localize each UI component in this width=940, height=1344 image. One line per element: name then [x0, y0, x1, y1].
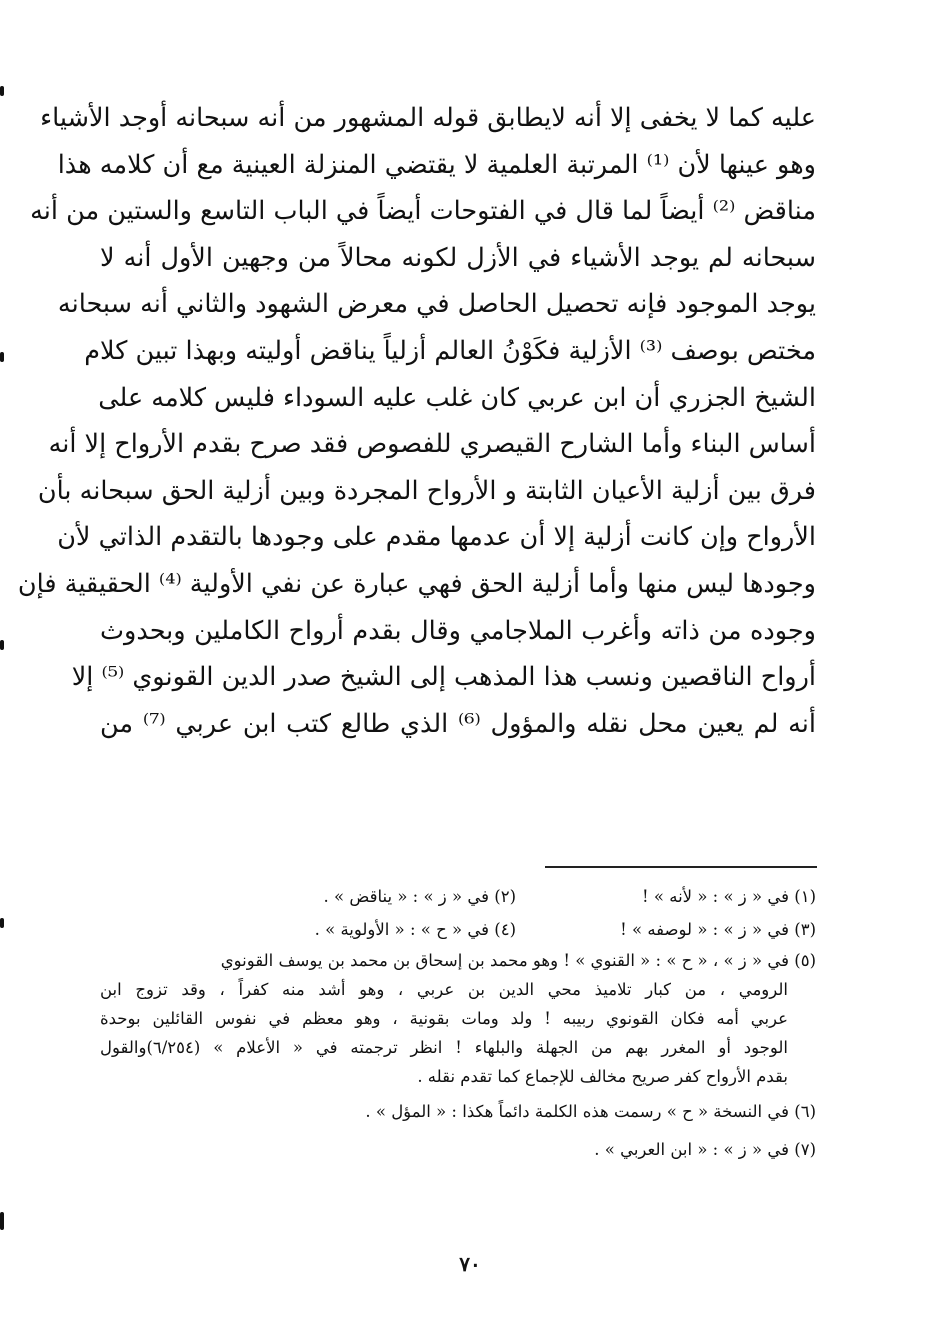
- footnote-5-line: (٥) في « ز » ، « ح » : « القنوي » ! وهو محمد بن إسحاق بن محمد بن يوسف القونوي: [220, 951, 816, 970]
- footnote-5-line: عربي أمه فكان القونوي ربيبه ! ولد ومات بقونية ، وهو معظم في نفوس القائلين بوحدة: [100, 1009, 788, 1028]
- footnote-row: [100, 880, 816, 913]
- text-line: وهو عينها لأن ⁽¹⁾ المرتبة العلمية لا يقتضي المنزلة العينية مع أن كلامه هذا: [57, 149, 816, 180]
- footnote-5: [100, 946, 816, 1091]
- page-number: ٧٠: [459, 1252, 481, 1276]
- footnote-2: (٢) في « ز » : « يناقض » .: [323, 887, 516, 906]
- main-text: [17, 95, 816, 747]
- text-line: عليه كما لا يخفى إلا أنه لايطابق قوله المشهور من أنه سبحانه أوجد الأشياء: [40, 103, 816, 133]
- text-line: الشيخ الجزري أن ابن عربي كان غلب عليه السوداء فليس كلامه على: [98, 382, 816, 413]
- text-line: أرواح الناقصين ونسب هذا المذهب إلى الشيخ صدر الدين القونوي ⁽⁵⁾ إلا: [71, 662, 816, 693]
- text-line: مناقض ⁽²⁾ أيضاً لما قال في الفتوحات أيضاً في الباب التاسع والستين من أنه: [30, 196, 816, 227]
- footnote-5-line: الرومي ، من كبار تلاميذ محي الدين بن عربي ، وهو أشد منه كفراً ، وقد تزوج ابن: [100, 980, 788, 999]
- scan-margin-mark: [0, 1212, 4, 1230]
- text-line: سبحانه لم يوجد الأشياء في الأزل لكونه محالاً من وجهين الأول أنه لا: [100, 242, 816, 273]
- footnote-1: (١) في « ز » : « لأنه » !: [642, 887, 816, 906]
- text-line: أساس البناء وأما الشارح القيصري للفصوص فقد صرح بقدم الأرواح إلا أنه: [48, 429, 816, 460]
- footnote-5-line: بقدم الأرواح كفر صريح مخالف للإجماع كما تقدم نقله .: [417, 1067, 788, 1086]
- text-line: وجودها ليس منها وأما أزلية الحق فهي عبارة عن نفي الأولية ⁽⁴⁾ الحقيقية فإن: [17, 568, 816, 599]
- text-line: فرق بين أزلية الأعيان الثابتة و الأرواح المجردة وبين أزلية الحق سبحانه بأن: [37, 475, 816, 506]
- footnote-6: (٦) في النسخة « ح » رسمت هذه الكلمة دائماً هكذا : « المؤل » .: [365, 1102, 816, 1121]
- scan-margin-mark: [0, 352, 4, 362]
- text-line: وجوده من ذاته وأغرب الملاجامي وقال بقدم أرواح الكاملين وبحدوث: [100, 615, 816, 646]
- footnote-row: [100, 913, 816, 946]
- text-line: مختص بوصف ⁽³⁾ الأزلية فكَوْنُ العالم أزلياً يناقض أوليته وبهذا تبين كلام: [84, 335, 816, 366]
- footnotes: [100, 880, 816, 1167]
- footnote-5-line: الوجود أو المغرر بهم من الجهلة والبلهاء ! انظر ترجمته في « الأعلام » (٦/٢٥٤)والقول: [100, 1038, 788, 1057]
- text-line: أنه لم يعين محل نقله والمؤول ⁽⁶⁾ الذي طالع كتب ابن عربي ⁽⁷⁾ من: [100, 708, 816, 739]
- footnote-4: (٤) في « ح » : « الأولوية » .: [314, 920, 516, 939]
- scan-margin-mark: [0, 640, 4, 650]
- text-line: يوجد الموجود فإنه تحصيل الحاصل في معرض الشهود والثاني أنه سبحانه: [57, 289, 816, 320]
- footnote-separator: [545, 866, 817, 868]
- scan-margin-mark: [0, 918, 4, 928]
- footnote-7: (٧) في « ز » : « ابن العربي » .: [594, 1140, 816, 1159]
- footnote-3: (٣) في « ز » : « لوصفه » !: [620, 920, 816, 939]
- text-line: الأرواح وإن كانت أزلية إلا أن عدمها مقدم على وجودها بالتقدم الذاتي لأن: [57, 522, 816, 553]
- scan-margin-mark: [0, 86, 4, 96]
